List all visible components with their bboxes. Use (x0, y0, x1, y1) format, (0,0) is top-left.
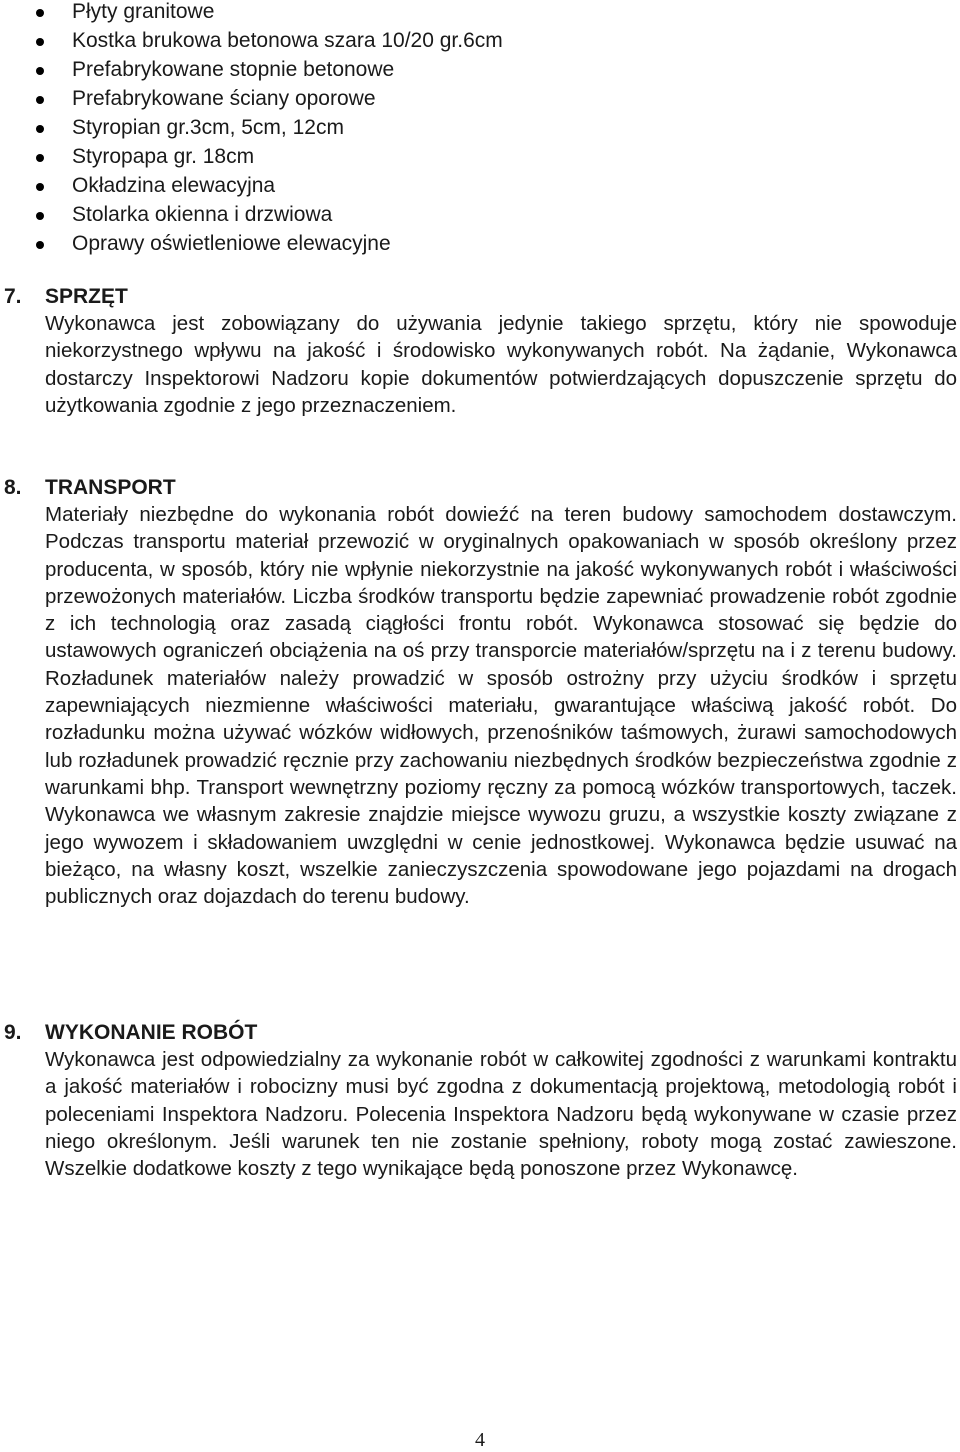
section-transport (0, 474, 960, 910)
bullet-icon (36, 183, 44, 191)
page-number: 4 (475, 1429, 485, 1451)
list-item (0, 174, 960, 203)
section-title: WYKONANIE ROBÓT (45, 1021, 258, 1044)
list-item (0, 232, 960, 261)
bullet-icon (36, 154, 44, 162)
section-heading (0, 474, 960, 501)
bullet-icon (36, 67, 44, 75)
list-item (0, 203, 960, 232)
list-item-text: Styropian gr.3cm, 5cm, 12cm (72, 116, 344, 139)
bullet-icon (36, 212, 44, 220)
list-item-text: Prefabrykowane stopnie betonowe (72, 58, 395, 81)
list-item (0, 58, 960, 87)
section-equipment (0, 283, 960, 419)
section-body: Wykonawca jest odpowiedzialny za wykonanie robót w całkowitej zgodności z warunkami kontraktu a jakość materiałów i robocizny musi być zgodna z dokumentacją projektową, metodologią robót i poleceniami Inspektora Nadzoru. Polecenia Inspektora Nadzoru będą wykonywane w czasie przez niego określonym. Jeśli warunek ten nie zostanie spełniony, roboty mogą zostać zawieszone. Wszelkie dodatkowe koszty z tego wynikające będą ponoszone przez Wykonawcę. (45, 1048, 957, 1181)
section-works-execution (0, 1019, 960, 1182)
bullet-icon (36, 9, 44, 17)
section-number: 9. (4, 1021, 22, 1044)
list-item (0, 29, 960, 58)
list-item-text: Prefabrykowane ściany oporowe (72, 87, 376, 110)
section-body: Wykonawca jest zobowiązany do używania jedynie takiego sprzętu, który nie spowoduje niekorzystnego wpływu na jakość i środowisko wykonywanych robót. Na żądanie, Wykonawca dostarczy Inspektorowi Nadzoru kopie dokumentów potwierdzających dopuszczenie sprzętu do użytkowania zgodnie z jego przeznaczeniem. (45, 312, 957, 417)
bullet-icon (36, 125, 44, 133)
list-item-text: Oprawy oświetleniowe elewacyjne (72, 232, 391, 255)
list-item (0, 0, 960, 29)
list-item (0, 116, 960, 145)
bullet-icon (36, 241, 44, 249)
materials-bullet-list (0, 0, 960, 261)
bullet-icon (36, 38, 44, 46)
bullet-icon (36, 96, 44, 104)
section-number: 8. (4, 476, 22, 499)
section-title: SPRZĘT (45, 285, 128, 308)
list-item (0, 87, 960, 116)
section-number: 7. (4, 285, 22, 308)
list-item-text: Styropapa gr. 18cm (72, 145, 255, 168)
list-item-text: Okładzina elewacyjna (72, 174, 276, 197)
list-item-text: Płyty granitowe (72, 0, 215, 23)
list-item-text: Kostka brukowa betonowa szara 10/20 gr.6cm (72, 29, 503, 52)
section-heading (0, 1019, 960, 1046)
list-item-text: Stolarka okienna i drzwiowa (72, 203, 333, 226)
section-title: TRANSPORT (45, 476, 176, 499)
section-body: Materiały niezbędne do wykonania robót dowieźć na teren budowy samochodem dostawczym. Podczas transportu materiał przewozić w oryginalnych opakowaniach w sposób określony przez producenta, w sposób, który nie wpłynie niekorzystnie na jakość wykonywanych robót i właściwości przewożonych materiałów. Liczba środków transportu będzie zapewniać prowadzenie robót zgodnie z ich technologią oraz zasadą ciągłości frontu robót. Wykonawca stosować się będzie do ustawowych ograniczeń obciążenia na oś przy transporcie materiałów/sprzętu na i z terenu budowy. Rozładunek materiałów należy prowadzić w sposób ostrożny przy użyciu środków i sprzętu zapewniających niezmienne właściwości materiału, gwarantujące właściwą jakość robót. Do rozładunku można używać wózków widłowych, przenośników taśmowych, żurawi samochodowych lub rozładunek prowadzić ręcznie przy zachowaniu niezbędnych środków bezpieczeństwa zgodnie z warunkami bhp. Transport wewnętrzny poziomy ręczny za pomocą wózków transportowych, taczek. Wykonawca we własnym zakresie znajdzie miejsce wywozu gruzu, a wszystkie koszty związane z jego wywozem i składowaniem uwzględni w cenie jednostkowej. Wykonawca będzie usuwać na bieżąco, na własny koszt, wszelkie zanieczyszczenia spowodowane jego pojazdami na drogach publicznych oraz dojazdach do terenu budowy. (45, 503, 957, 909)
list-item (0, 145, 960, 174)
section-heading (0, 283, 960, 310)
